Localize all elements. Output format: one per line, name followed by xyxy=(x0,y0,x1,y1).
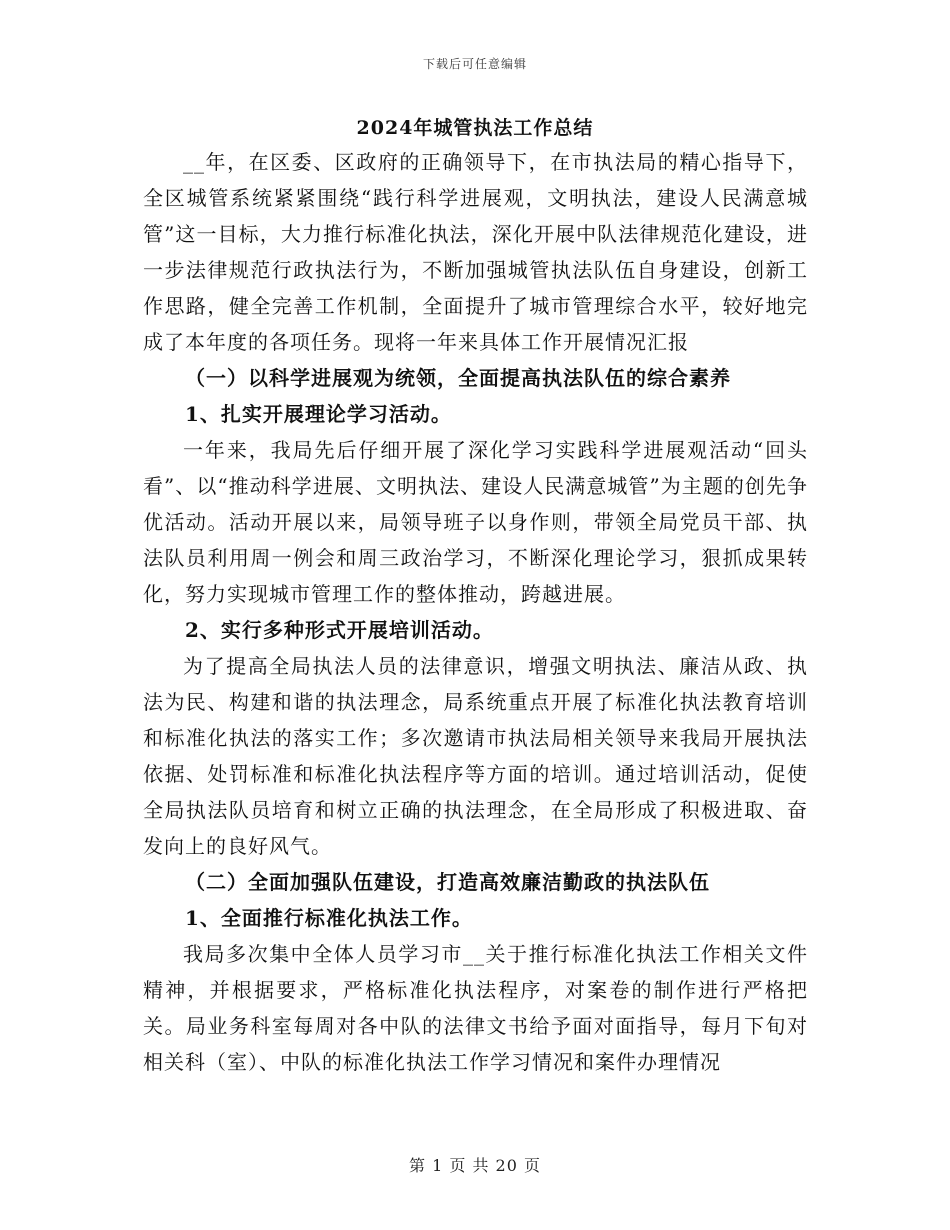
section-heading-2: （二）全面加强队伍建设，打造高效廉洁勤政的执法队伍 xyxy=(185,870,710,894)
subsection-heading-1: 1、扎实开展理论学习活动。 xyxy=(185,402,452,426)
header-note: 下载后可任意编辑 xyxy=(422,57,527,71)
subsection-heading-2: 2、实行多种形式开展培训活动。 xyxy=(185,618,494,642)
document-body xyxy=(143,144,808,1080)
paragraph-3: 我局多次集中全体人员学习市__关于推行标准化执法工作相关文件精神，并根据要求，严格标准化执法程序，对案卷的制作进行严格把关。局业务科室每周对各中队的法律文书给予面对面指导，每月下旬对相关科（室）、中队的标准化执法工作学习情况和案件办理情况 xyxy=(143,942,808,1074)
section-heading-1: （一）以科学进展观为统领，全面提高执法队伍的综合素养 xyxy=(185,366,731,390)
paragraph-2: 为了提高全局执法人员的法律意识，增强文明执法、廉洁从政、执法为民、构建和谐的执法理念，局系统重点开展了标准化执法教育培训和标准化执法的落实工作；多次邀请市执法局相关领导来我局开展执法依据、处罚标准和标准化执法程序等方面的培训。通过培训活动，促使全局执法队员培育和树立正确的执法理念，在全局形成了积极进取、奋发向上的良好风气。 xyxy=(143,654,808,858)
paragraph-1: 一年来，我局先后仔细开展了深化学习实践科学进展观活动“回头看”、以“推动科学进展、文明执法、建设人民满意城管”为主题的创先争优活动。活动开展以来，局领导班子以身作则，带领全局党员干部、执法队员利用周一例会和周三政治学习，不断深化理论学习，狠抓成果转化，努力实现城市管理工作的整体推动，跨越进展。 xyxy=(143,438,808,606)
page-footer: 第 1 页 共 20 页 xyxy=(409,1156,541,1175)
subsection-heading-3: 1、全面推行标准化执法工作。 xyxy=(185,906,473,930)
document-title: 2024年城管执法工作总结 xyxy=(356,117,594,139)
intro-paragraph: __年，在区委、区政府的正确领导下，在市执法局的精心指导下，全区城管系统紧紧围绕“践行科学进展观，文明执法，建设人民满意城管”这一目标，大力推行标准化执法，深化开展中队法律规范化建设，进一步法律规范行政执法行为，不断加强城管执法队伍自身建设，创新工作思路，健全完善工作机制，全面提升了城市管理综合水平，较好地完成了本年度的各项任务。现将一年来具体工作开展情况汇报 xyxy=(143,150,808,354)
